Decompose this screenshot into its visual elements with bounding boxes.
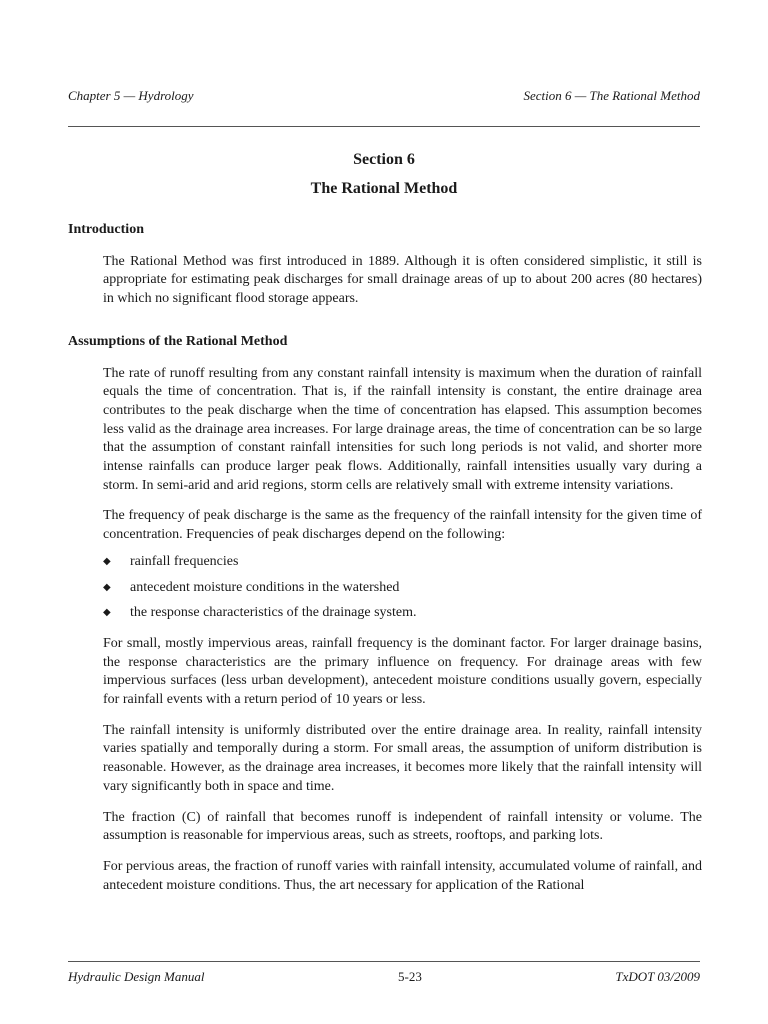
page-header <box>68 88 700 104</box>
diamond-bullet-icon: ◆ <box>103 555 111 567</box>
assumption-paragraph-4: The rainfall intensity is uniformly distributed over the entire drainage area. In reality, rainfall intensity varies spatially and temporally during a storm. For small areas, the assumption of uniform distribution is reasonable. However, as the drainage area increases, it becomes more likely that the rainfall intensity will vary significantly both in space and time. <box>103 722 702 794</box>
assumption-paragraph-3: For small, mostly impervious areas, rainfall frequency is the dominant factor. For larger drainage basins, the response characteristics are the primary influence on frequency. For drainage areas with few impervious surfaces (less urban development), antecedent moisture conditions usually govern, especially for rainfall events with a return period of 10 years or less. <box>103 635 702 708</box>
assumption-paragraph-5: The fraction (C) of rainfall that becomes runoff is independent of rainfall intensity or volume. The assumption is reasonable for impervious areas, such as streets, rooftops, and parking lots. <box>103 809 702 844</box>
assumption-paragraph-1: The rate of runoff resulting from any constant rainfall intensity is maximum when the duration of rainfall equals the time of concentration. That is, if the rainfall intensity is constant, the entire drainage area contributes to the peak discharge when the time of concentration has elapsed. This assumption becomes less valid as the drainage area increases. For large drainage areas, the time of concentration can be so large that the assumption of constant rainfall intensities for such long periods is not valid, and shorter more intense rainfalls can produce larger peak flows. Additionally, rainfall intensities usually vary during a storm. In semi-arid and arid regions, storm cells are relatively small with extreme intensity variations. <box>103 365 702 493</box>
assumption-paragraph-6: For pervious areas, the fraction of runoff varies with rainfall intensity, accumulated volume of rainfall, and antecedent moisture conditions. Thus, the art necessary for application of the Rational <box>103 858 702 893</box>
list-item: ◆ rainfall frequencies <box>103 553 702 572</box>
diamond-bullet-icon: ◆ <box>103 581 111 593</box>
intro-heading: Introduction <box>68 222 144 237</box>
footer-manual: Hydraulic Design Manual <box>68 969 205 984</box>
diamond-bullet-icon: ◆ <box>103 607 111 619</box>
list-item: ◆ antecedent moisture conditions in the watershed <box>103 579 702 598</box>
header-section: Section 6 — The Rational Method <box>523 88 700 103</box>
footer-date: TxDOT 03/2009 <box>615 969 700 984</box>
section-title: The Rational Method <box>310 180 458 197</box>
title-block <box>68 145 700 203</box>
page-footer <box>68 969 700 985</box>
intro-paragraph: The Rational Method was first introduced in 1889. Although it is often considered simplistic, it still is appropriate for estimating peak discharges for small drainage areas of up to about 200 acres (80 hectares) in which no significant flood storage appears. <box>103 253 702 307</box>
header-chapter: Chapter 5 — Hydrology <box>68 88 194 103</box>
factor-list <box>103 553 702 623</box>
footer-rule <box>68 961 700 962</box>
header-rule <box>68 126 700 127</box>
page-number: 5-23 <box>398 969 422 984</box>
page-content <box>68 221 702 907</box>
assumptions-heading: Assumptions of the Rational Method <box>68 333 288 349</box>
section-number: Section 6 <box>353 151 415 168</box>
assumption-paragraph-2: The frequency of peak discharge is the same as the frequency of the rainfall intensity for the given time of concentration. Frequencies of peak discharges depend on the following: <box>103 508 702 543</box>
list-item: ◆ the response characteristics of the drainage system. <box>103 604 702 623</box>
